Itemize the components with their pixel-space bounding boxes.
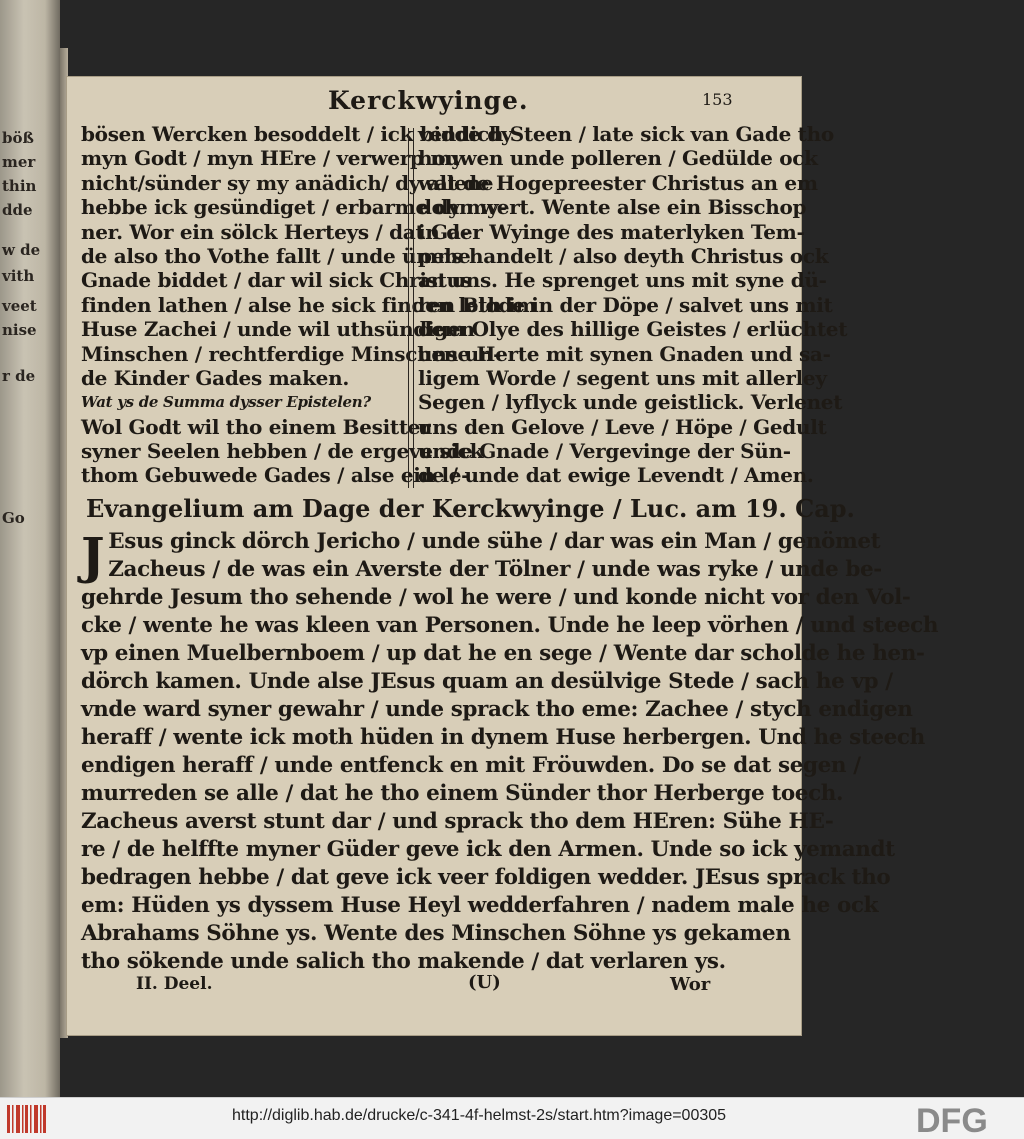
text-line: Abrahams Söhne ys. Wente des Minschen Söhne ys gekamen [81,921,791,946]
page-header-title: Kerckwyinge. [328,86,529,115]
text-line: nicht/sünder sy my anädich/ dy allene [81,170,494,195]
text-line: wat de Hogepreester Christus an em [418,170,818,195]
signature-mark: II. Deel. [136,974,213,994]
text-line: dörch kamen. Unde alse JEsus quam an desülvige Stede / sach he vp / [81,669,893,694]
text-line: houwen unde polleren / Gedülde ock [418,146,818,171]
text-line: endigen heraff / unde entfenck en mit Fröuwden. Do se dat segen / [81,753,861,778]
right-column [418,122,848,488]
viewer-footer-bar [0,1097,1024,1139]
text-line: Minschen / rechtferdige Minschen un- [81,341,502,366]
gospel-heading: Evangelium am Dage der Kerckwyinge / Luc. am 19. Cap. [86,494,855,523]
text-line: vp einen Muelbernboem / up dat he en sege / Wente dar scholde he hen- [81,641,925,666]
barcode-logo-icon [6,1104,48,1134]
text-line: hebbe ick gesündiget / erbarme dy my- [81,195,507,220]
text-line: bösen Wercken besoddelt / ick bidde dy [81,122,513,146]
quire-mark: (U) [468,972,501,993]
text-line: syner Seelen hebben / de ergeve sick [81,439,484,464]
facing-page-text: vith [2,267,35,285]
text-line: finden lathen / alse he sick finden leth im [81,292,537,317]
source-url-link[interactable]: http://diglib.hab.de/drucke/c-341-4f-helmst-2s/start.htm?image=00305 [232,1107,727,1124]
text-line: em: Hüden ys dyssem Huse Heyl wedderfahren / nadem male he ock [81,893,879,918]
text-line: ner. Wor ein sölck Herteys / dat Ga- [81,219,469,244]
text-line: in der Wyinge des materlyken Tem- [418,219,805,244]
text-line: vnde ward syner gewahr / unde sprack tho eme: Zachee / stych endigen [81,697,913,722]
dfg-logo-icon [914,1102,1006,1139]
text-line: bedragen hebbe / dat geve ick veer foldigen wedder. JEsus sprack tho [81,865,891,890]
subheading: Wat ys de Summa dysser Epistelen? [81,393,371,412]
text-line: gehrde Jesum tho sehende / wol he were / und konde nicht vor den Vol- [81,585,911,610]
text-line: Wol Godt wil tho einem Besitter [81,414,431,439]
gospel-body [81,526,939,976]
facing-page-text: böß [2,129,34,147]
text-line: pels handelt / also deyth Christus ock [418,243,829,268]
text-line: re / de helffte myner Güder geve ick den Armen. Unde so ick yemandt [81,837,895,862]
text-line: vendich Steen / late sick van Gade tho [418,122,834,146]
text-line: tho sökende unde salich tho makende / dat verlaren ys. [81,949,726,974]
facing-page-text: r de [2,367,36,385]
facing-page-text: veet [2,297,37,315]
facing-page-text: Go [2,509,25,527]
text-line: unde Gnade / Vergevinge der Sün- [418,439,791,464]
text-line: dohn wert. Wente alse ein Bisschop [418,195,807,220]
page-number: 153 [702,90,733,109]
text-line: Zacheus / de was ein Averste der Tölner / unde was ryke / unde be- [108,557,882,582]
facing-page-text: mer [2,153,36,171]
text-line: ren Blode in der Döpe / salvet uns mit [418,292,833,317]
facing-page-text: w de [2,241,41,259]
text-line: Zacheus averst stunt dar / und sprack tho dem HEren: Sühe HE- [81,809,834,834]
text-line: dem Olye des hillige Geistes / erlüchtet [418,317,848,342]
text-line: Huse Zachei / unde wil uthsündigen [81,317,475,342]
text-line: myn Godt / myn HEre / verwerp my [81,146,463,171]
text-line: unse Herte mit synen Gnaden und sa- [418,341,831,366]
text-line: uns den Gelove / Leve / Höpe / Gedult [418,414,827,439]
text-line: Segen / lyflyck unde geistlick. Verlenet [418,390,843,415]
text-line: de also tho Vothe fallt / unde ümme [81,243,471,268]
text-line: Gnade biddet / dar wil sick Christus [81,268,472,293]
drop-cap: J [81,526,105,585]
text-line: de / unde dat ewige Levendt / Amen. [418,463,814,488]
text-line: Esus ginck dörch Jericho / unde sühe / dar was ein Man / genömet [108,529,881,554]
text-line: heraff / wente ick moth hüden in dynem Huse herbergen. Und he steech [81,725,925,750]
facing-page-text: dde [2,201,33,219]
text-line: murreden se alle / dat he tho einem Sünder thor Herberge toech. [81,781,844,806]
dfg-logo-text: DFG [916,1102,988,1139]
facing-page-fragment [0,0,60,1097]
left-column [81,122,537,488]
text-line: de Kinder Gades maken. [81,365,349,390]
column-divider [408,128,414,488]
catchword: Wor [670,974,711,995]
facing-page-text: thin [2,177,37,195]
text-line: an uns. He sprenget uns mit syne dü- [418,268,827,293]
text-line: thom Gebuwede Gades / alse ein le- [81,463,470,488]
book-page [66,76,939,1036]
text-line: ligem Worde / segent uns mit allerley [418,365,827,390]
text-line: cke / wente he was kleen van Personen. Unde he leep vörhen / und steech [81,613,939,638]
facing-page-text: nise [2,321,37,339]
